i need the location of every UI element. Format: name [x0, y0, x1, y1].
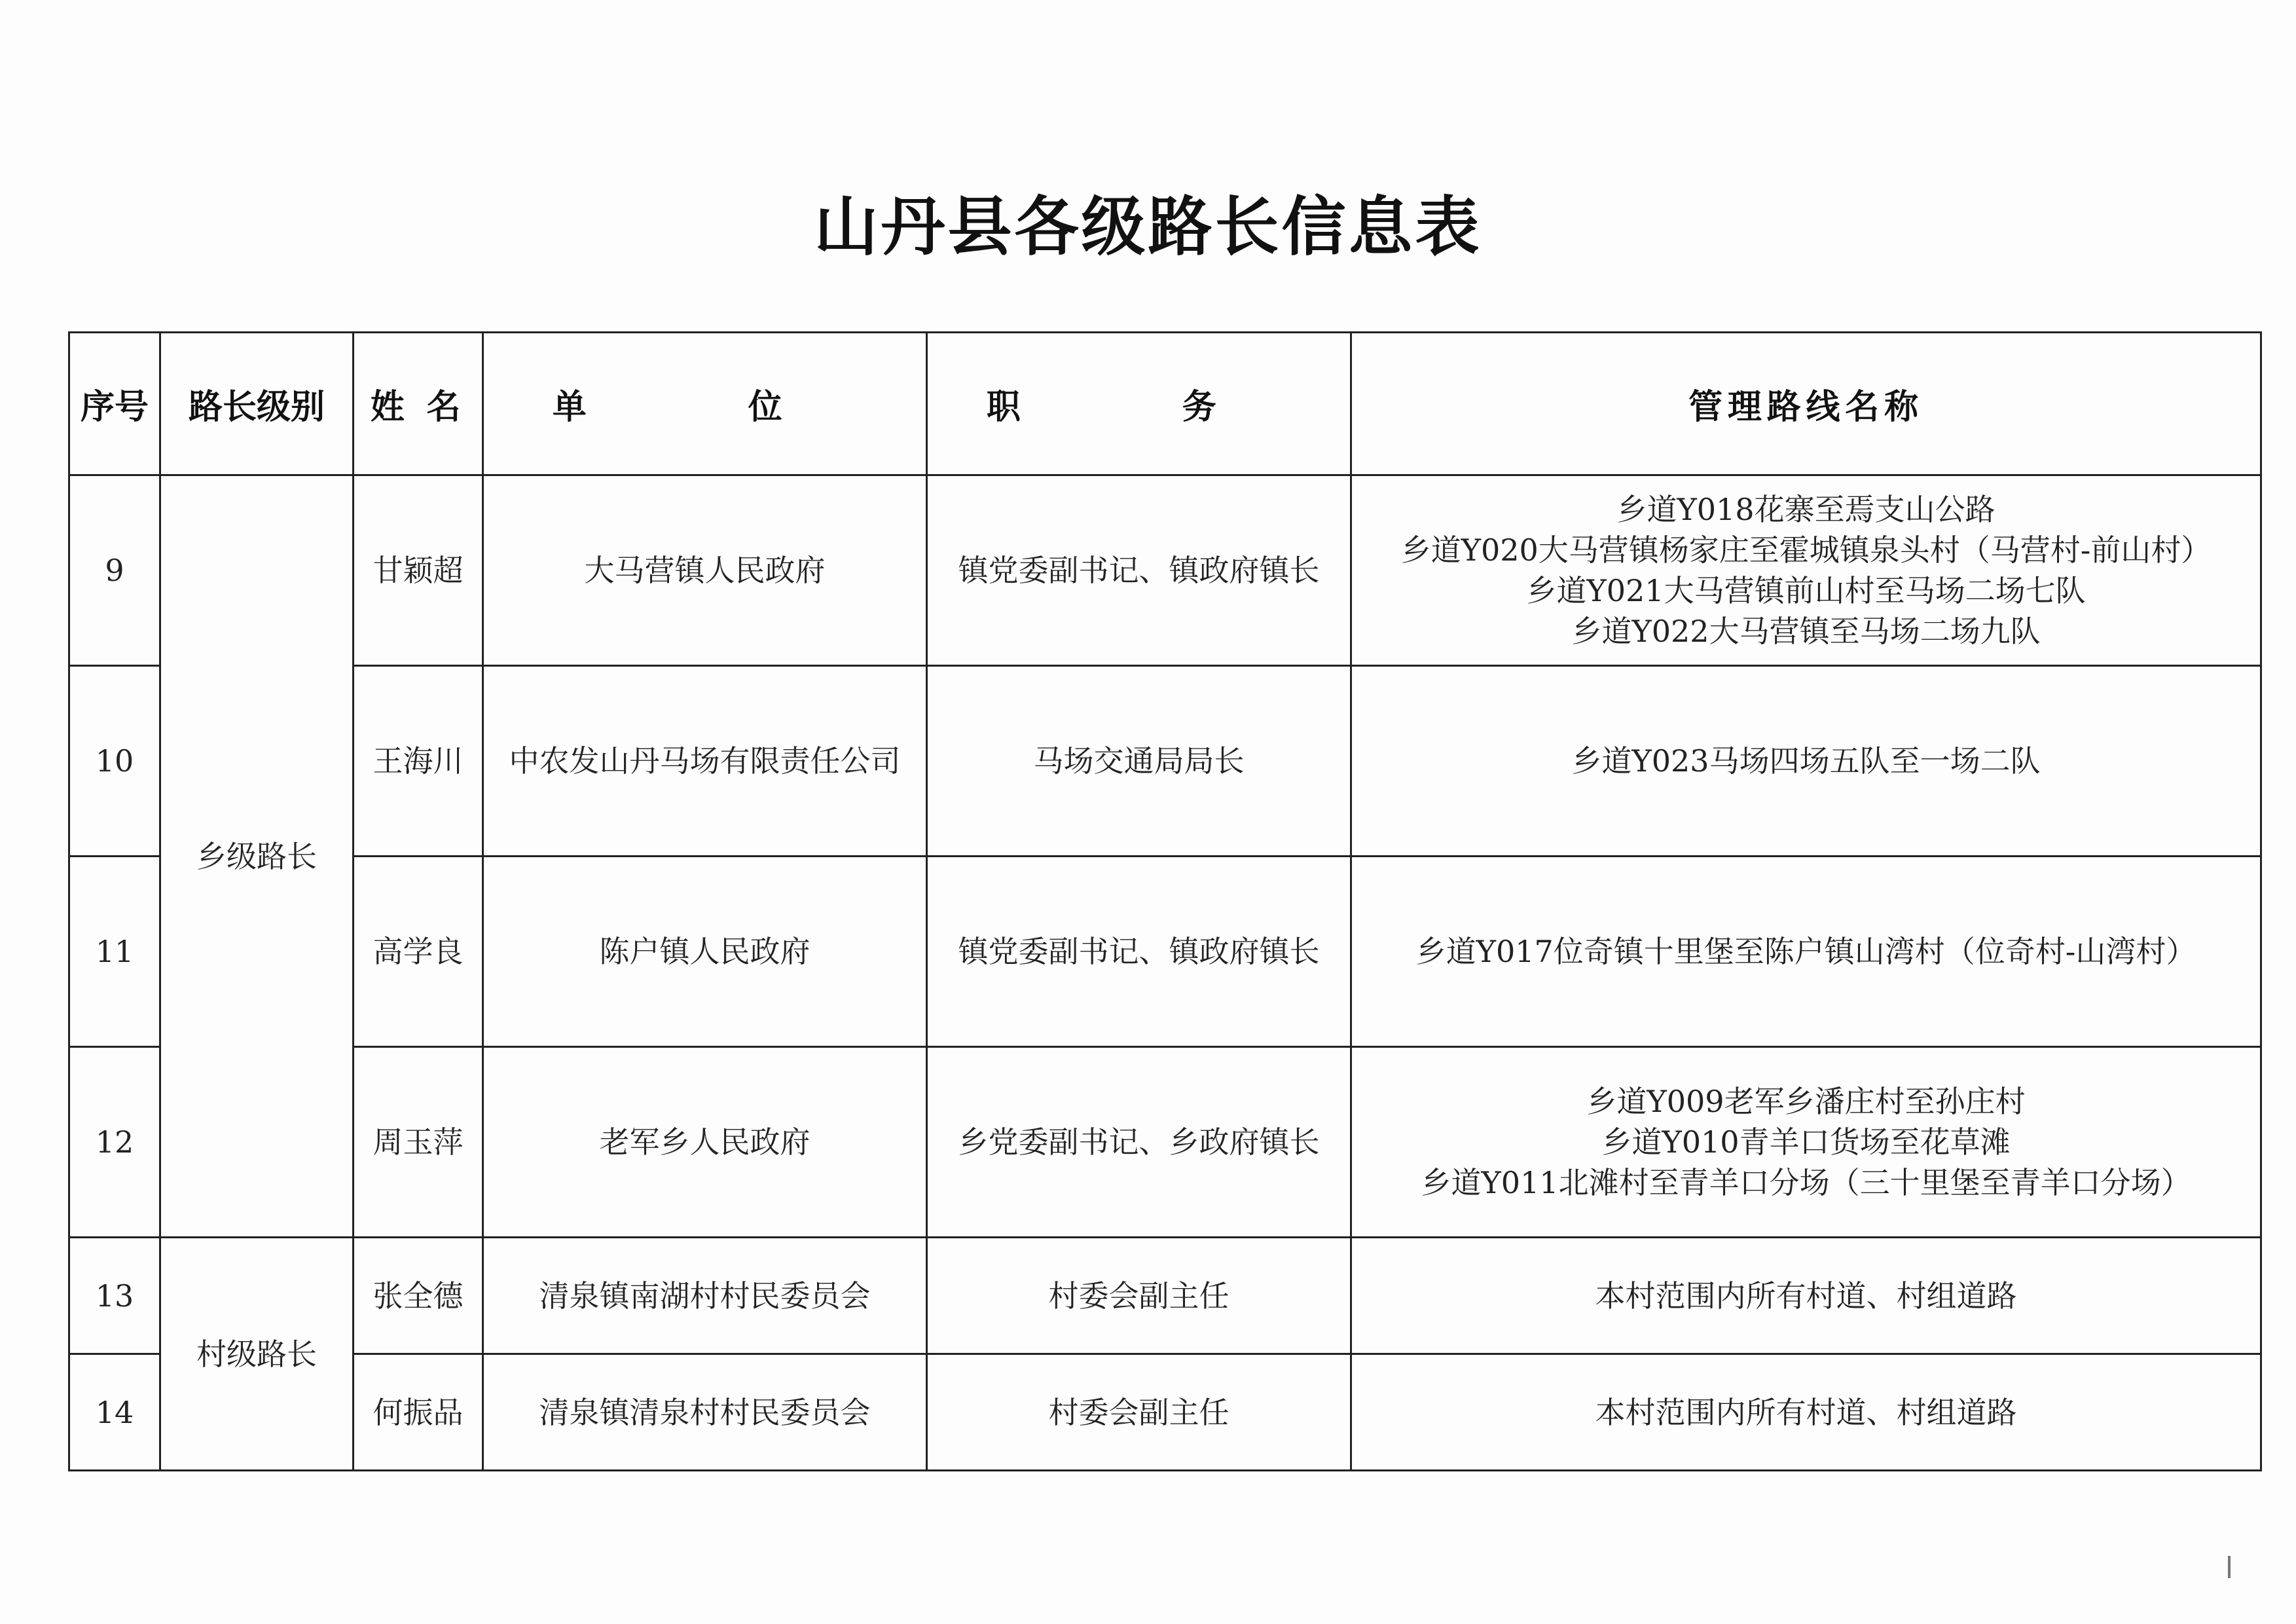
table-row	[69, 475, 2261, 666]
cell-position: 马场交通局局长	[927, 666, 1351, 857]
cell-level-township: 乡级路长	[160, 475, 354, 1238]
route-line: 乡道Y010青羊口货场至花草滩	[1601, 1124, 2011, 1160]
cell-position: 镇党委副书记、镇政府镇长	[927, 857, 1351, 1047]
table-row	[69, 857, 2261, 1047]
page-title: 山丹县各级路长信息表	[814, 190, 1482, 265]
cell-position: 村委会副主任	[927, 1238, 1351, 1354]
scan-mark	[2228, 1556, 2231, 1578]
header-level: 路长级别	[160, 333, 354, 475]
cell-position: 村委会副主任	[927, 1354, 1351, 1471]
cell-seq: 14	[69, 1354, 160, 1471]
route-line: 乡道Y017位奇镇十里堡至陈户镇山湾村（位奇村-山湾村）	[1415, 934, 2196, 969]
table-header-row	[69, 333, 2261, 475]
cell-seq: 13	[69, 1238, 160, 1354]
cell-seq: 12	[69, 1047, 160, 1238]
cell-routes	[1351, 1354, 2261, 1471]
cell-name: 张全德	[354, 1238, 483, 1354]
header-seq: 序号	[69, 333, 160, 475]
cell-routes	[1351, 475, 2261, 666]
header-position: 职 务	[927, 333, 1351, 475]
road-chief-table	[68, 331, 2262, 1471]
cell-name: 周玉萍	[354, 1047, 483, 1238]
cell-unit: 大马营镇人民政府	[483, 475, 927, 666]
cell-unit: 清泉镇清泉村村民委员会	[483, 1354, 927, 1471]
cell-routes	[1351, 1238, 2261, 1354]
cell-name: 甘颖超	[354, 475, 483, 666]
cell-position: 乡党委副书记、乡政府镇长	[927, 1047, 1351, 1238]
cell-unit: 中农发山丹马场有限责任公司	[483, 666, 927, 857]
route-line: 乡道Y011北滩村至青羊口分场（三十里堡至青羊口分场）	[1421, 1165, 2191, 1200]
table-row	[69, 1047, 2261, 1238]
table-row	[69, 1354, 2261, 1471]
route-line: 乡道Y022大马营镇至马场二场九队	[1571, 614, 2041, 649]
cell-position: 镇党委副书记、镇政府镇长	[927, 475, 1351, 666]
cell-unit: 清泉镇南湖村村民委员会	[483, 1238, 927, 1354]
route-line: 乡道Y021大马营镇前山村至马场二场七队	[1526, 573, 2086, 608]
route-line: 乡道Y020大马营镇杨家庄至霍城镇泉头村（马营村-前山村）	[1400, 532, 2212, 568]
table-row	[69, 1238, 2261, 1354]
header-routes: 管理路线名称	[1351, 333, 2261, 475]
route-line: 乡道Y023马场四场五队至一场二队	[1571, 743, 2041, 779]
header-name: 姓 名	[354, 333, 483, 475]
cell-unit: 老军乡人民政府	[483, 1047, 927, 1238]
cell-routes	[1351, 857, 2261, 1047]
route-line: 本村范围内所有村道、村组道路	[1595, 1394, 2017, 1430]
cell-seq: 10	[69, 666, 160, 857]
cell-seq: 9	[69, 475, 160, 666]
table-row	[69, 666, 2261, 857]
cell-level-village: 村级路长	[160, 1238, 354, 1471]
cell-routes	[1351, 666, 2261, 857]
route-line: 乡道Y009老军乡潘庄村至孙庄村	[1586, 1084, 2026, 1119]
cell-unit: 陈户镇人民政府	[483, 857, 927, 1047]
cell-name: 何振品	[354, 1354, 483, 1471]
cell-routes	[1351, 1047, 2261, 1238]
cell-name: 高学良	[354, 857, 483, 1047]
cell-seq: 11	[69, 857, 160, 1047]
route-line: 本村范围内所有村道、村组道路	[1595, 1278, 2017, 1314]
header-unit: 单 位	[483, 333, 927, 475]
route-line: 乡道Y018花寨至焉支山公路	[1616, 492, 1995, 527]
cell-name: 王海川	[354, 666, 483, 857]
